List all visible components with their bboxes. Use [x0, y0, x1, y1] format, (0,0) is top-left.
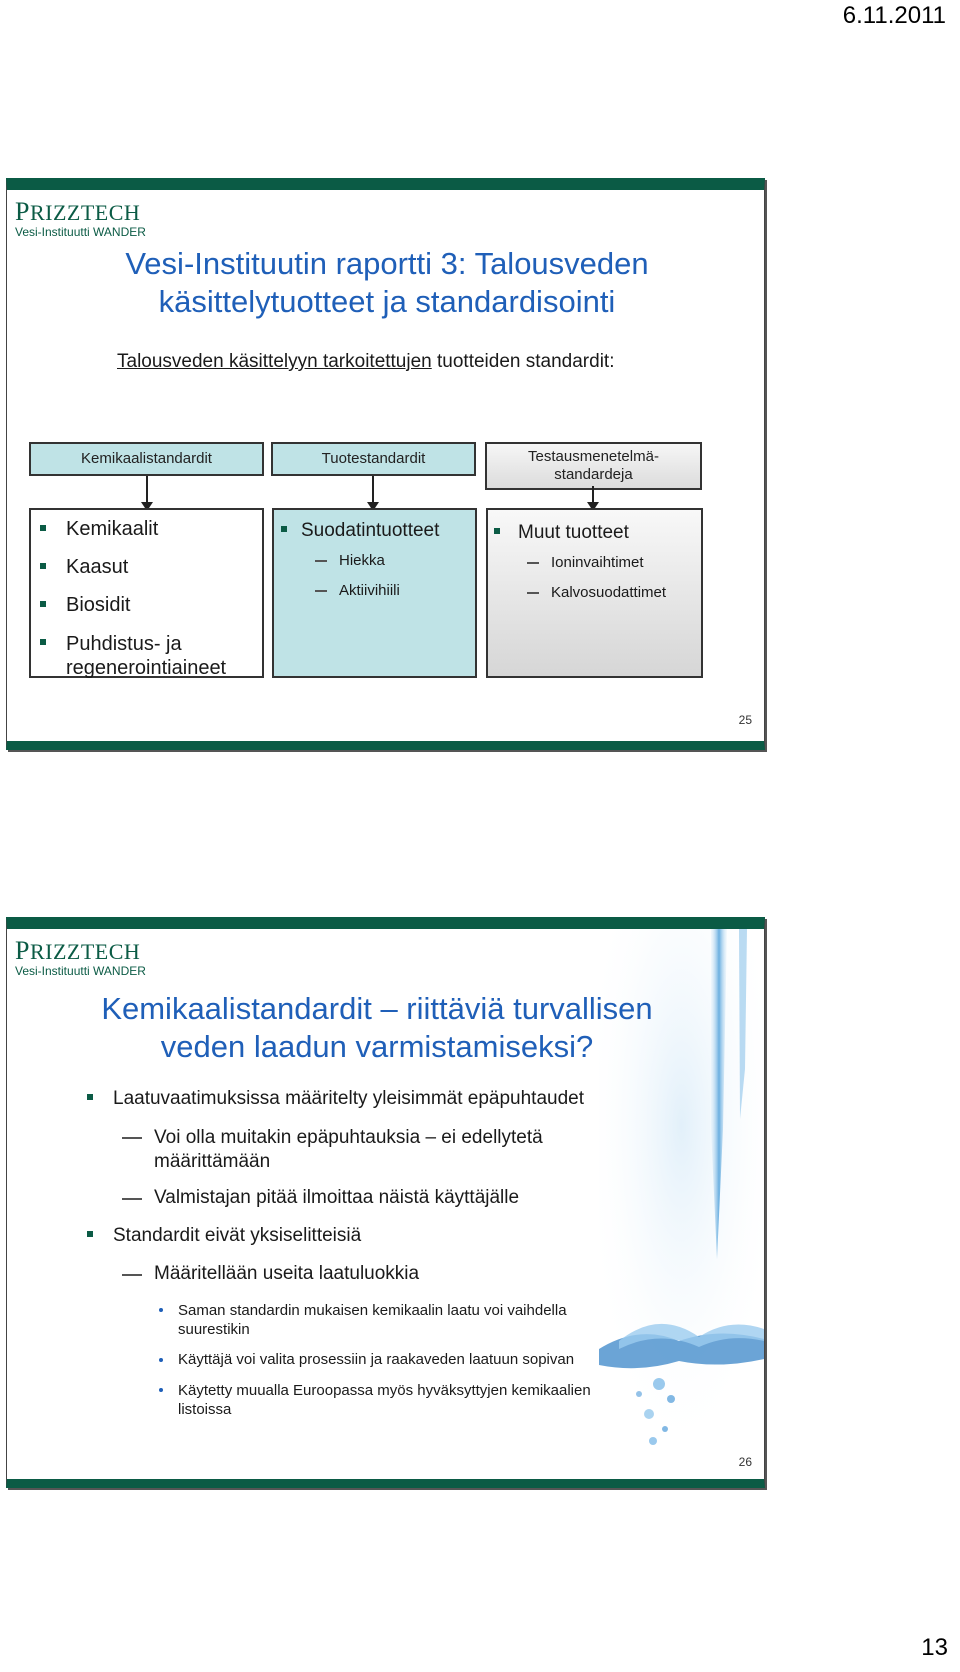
- list-item: Ioninvaihtimet: [527, 554, 644, 571]
- slide-25: [6, 178, 765, 750]
- category-header-testing: Testausmenetelmä-standardeja: [485, 442, 702, 490]
- list-item: Valmistajan pitää ilmoittaa näistä käyttäjälle: [122, 1187, 519, 1209]
- arrow-down-icon: [141, 476, 153, 510]
- bullet-dot-icon: [159, 1308, 163, 1312]
- dash-icon: [122, 1137, 142, 1139]
- bullet-square-icon: [40, 639, 46, 645]
- slide-26: [6, 917, 765, 1488]
- list-item: Biosidit: [40, 594, 130, 617]
- logo-subtitle: Vesi-Instituutti WANDER: [15, 225, 146, 239]
- category-header-products: Tuotestandardit: [271, 442, 476, 476]
- list-item: Määritellään useita laatuluokkia: [122, 1263, 419, 1285]
- bullet-dot-icon: [159, 1388, 163, 1392]
- list-item: Saman standardin mukaisen kemikaalin laatu voi vaihdella suurestikin: [159, 1301, 599, 1339]
- dash-icon: [527, 562, 539, 564]
- list-item: Käytetty muualla Euroopassa myös hyväksyttyjen kemikaalien listoissa: [159, 1381, 619, 1419]
- list-item: Suodatintuotteet: [281, 520, 439, 542]
- dash-icon: [315, 590, 327, 592]
- bullet-square-icon: [87, 1231, 93, 1237]
- bullet-dot-icon: [159, 1358, 163, 1362]
- bullet-square-icon: [40, 563, 46, 569]
- dash-icon: [315, 560, 327, 562]
- bullet-square-icon: [494, 528, 500, 534]
- list-item: Voi olla muitakin epäpuhtauksia – ei edellytetä määrittämään: [122, 1126, 602, 1174]
- list-item: Hiekka: [315, 552, 385, 569]
- list-item: Kemikaalit: [40, 518, 158, 541]
- list-item: Muut tuotteet: [494, 522, 629, 544]
- list-item: Aktiivihiili: [315, 582, 400, 599]
- slide-subtitle: Talousveden käsittelyyn tarkoitettujen tuotteiden standardit:: [117, 351, 615, 372]
- bullet-square-icon: [281, 526, 287, 532]
- prizztech-logo: PRIZZTECH Vesi-Instituutti WANDER: [15, 197, 146, 239]
- logo-subtitle: Vesi-Instituutti WANDER: [15, 964, 146, 978]
- bullet-square-icon: [40, 601, 46, 607]
- dash-icon: [122, 1274, 142, 1276]
- bullet-square-icon: [87, 1094, 93, 1100]
- arrow-down-icon: [367, 476, 379, 510]
- list-item: Kalvosuodattimet: [527, 584, 666, 601]
- list-item: Puhdistus- ja regenerointiaineet: [40, 632, 255, 680]
- list-item: Laatuvaatimuksissa määritelty yleisimmät epäpuhtaudet: [87, 1088, 584, 1110]
- slide-number: 26: [738, 1455, 752, 1469]
- page-number: 13: [921, 1634, 948, 1661]
- prizztech-logo: PRIZZTECH Vesi-Instituutti WANDER: [15, 936, 146, 978]
- list-item: Standardit eivät yksiselitteisiä: [87, 1225, 361, 1247]
- slide-title: Kemikaalistandardit – riittäviä turvallisen veden laadun varmistamiseksi?: [101, 991, 653, 1064]
- dash-icon: [527, 592, 539, 594]
- category-header-chemicals: Kemikaalistandardit: [29, 442, 264, 476]
- dash-icon: [122, 1198, 142, 1200]
- list-item: Kaasut: [40, 556, 128, 579]
- slide-number: 25: [738, 713, 752, 727]
- slide-title: Vesi-Instituutin raportti 3: Talousveden käsittelytuotteet ja standardisointi: [125, 246, 649, 319]
- page-date: 6.11.2011: [842, 2, 946, 29]
- bullet-square-icon: [40, 525, 46, 531]
- list-item: Käyttäjä voi valita prosessiin ja raakaveden laatuun sopivan: [159, 1351, 574, 1368]
